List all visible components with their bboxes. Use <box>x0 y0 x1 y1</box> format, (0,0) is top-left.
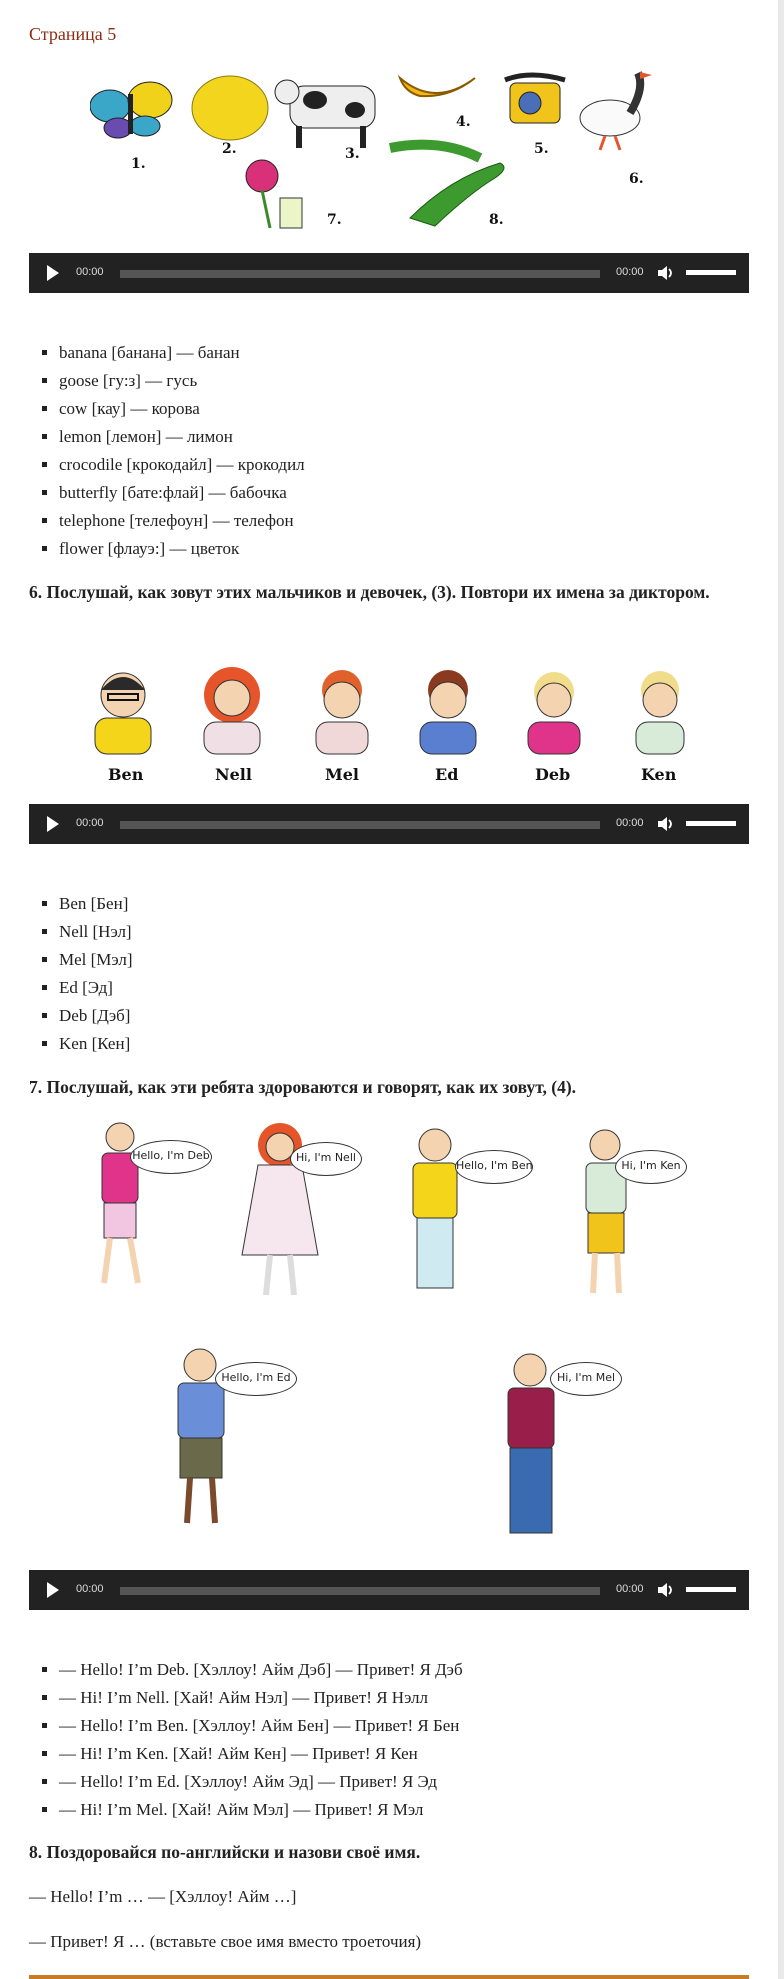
list-item: ▪ — Hi! I’m Mel. [Хай! Айм Мэл] — Привет! Я Мэл <box>59 1796 463 1824</box>
list-item: ▪ crocodile [крокодайл] — крокодил <box>59 451 305 479</box>
volume-slider[interactable] <box>686 1587 736 1592</box>
duration: 00:00 <box>616 817 644 829</box>
volume-slider[interactable] <box>686 270 736 275</box>
duration: 00:00 <box>616 266 644 278</box>
butterfly-picture <box>90 82 172 138</box>
kid-ken <box>636 671 684 754</box>
audio-player <box>29 253 749 293</box>
lemon-picture <box>192 76 268 140</box>
task8-heading: 8. Поздоровайся по-английски и назови своё имя. <box>29 1842 421 1862</box>
current-time: 00:00 <box>76 817 104 829</box>
vocabulary-pictures <box>90 68 690 238</box>
kid-mel <box>316 670 368 754</box>
person-deb <box>102 1123 138 1283</box>
person-mel <box>508 1354 554 1533</box>
speech-bubble: Hello, I'm Ed <box>215 1362 297 1396</box>
current-time: 00:00 <box>76 1583 104 1595</box>
picture-number: 3. <box>345 146 360 162</box>
kid-ben <box>95 673 151 754</box>
kids-greeting-illustration <box>80 1115 720 1555</box>
names-list <box>29 890 133 1058</box>
play-icon[interactable] <box>47 1582 59 1598</box>
task6-heading: 6. Послушай, как зовут этих мальчиков и девочек, (3). Повтори их имена за диктором. <box>29 582 710 602</box>
kid-name: Mel <box>325 765 359 784</box>
audio-player <box>29 1570 749 1610</box>
volume-icon[interactable] <box>657 264 675 282</box>
picture-number: 2. <box>222 141 237 157</box>
picture-number: 5. <box>534 141 549 157</box>
speech-bubble: Hi, I'm Nell <box>290 1142 362 1176</box>
picture-number: 4. <box>456 114 471 130</box>
kid-name: Ben <box>108 765 144 784</box>
telephone-picture <box>505 75 565 123</box>
page-link[interactable]: Страница 5 <box>29 24 117 44</box>
progress-track[interactable] <box>120 821 600 829</box>
volume-icon[interactable] <box>657 1581 675 1599</box>
vocabulary-list <box>29 339 305 563</box>
list-item: ▪ cow [кау] — корова <box>59 395 305 423</box>
list-item: ▪ — Hello! I’m Deb. [Хэллоу! Айм Дэб] — Привет! Я Дэб <box>59 1656 463 1684</box>
crocodile-picture <box>390 145 504 226</box>
progress-track[interactable] <box>120 1587 600 1595</box>
kids-portraits <box>80 660 710 760</box>
picture-number: 8. <box>489 212 504 228</box>
picture-number: 1. <box>131 156 146 172</box>
list-item: ▪ Mel [Мэл] <box>59 946 133 974</box>
picture-number: 6. <box>629 171 644 187</box>
list-item: ▪ lemon [лемон] — лимон <box>59 423 305 451</box>
list-item: ▪ flower [флауэ:] — цветок <box>59 535 305 563</box>
list-item: ▪ butterfly [бате:флай] — бабочка <box>59 479 305 507</box>
greetings-list <box>29 1656 463 1824</box>
speech-bubble: Hi, I'm Ken <box>615 1150 687 1184</box>
speech-bubble: Hello, I'm Ben <box>455 1150 533 1184</box>
task8-line: — Hello! I’m … — [Хэллоу! Айм …] <box>29 1887 297 1906</box>
person-ben <box>413 1129 457 1288</box>
volume-icon[interactable] <box>657 815 675 833</box>
picture-number: 7. <box>327 212 342 228</box>
kid-nell <box>204 667 260 754</box>
volume-slider[interactable] <box>686 821 736 826</box>
list-item: ▪ Ben [Бен] <box>59 890 133 918</box>
kid-name: Nell <box>215 765 252 784</box>
list-item: ▪ goose [гу:з] — гусь <box>59 367 305 395</box>
task7-heading: 7. Послушай, как эти ребята здороваются и говорят, как их зовут, (4). <box>29 1077 577 1097</box>
speech-bubble: Hi, I'm Mel <box>550 1362 622 1396</box>
play-icon[interactable] <box>47 816 59 832</box>
person-ken <box>586 1130 626 1293</box>
banana-picture <box>400 78 475 96</box>
list-item: ▪ Ken [Кен] <box>59 1030 133 1058</box>
footer-divider <box>29 1975 749 1979</box>
task8-line: — Привет! Я … (вставьте свое имя вместо троеточия) <box>29 1932 422 1951</box>
flower-picture <box>246 160 302 228</box>
list-item: ▪ — Hello! I’m Ben. [Хэллоу! Айм Бен] — Привет! Я Бен <box>59 1712 463 1740</box>
duration: 00:00 <box>616 1583 644 1595</box>
list-item: ▪ telephone [телефоун] — телефон <box>59 507 305 535</box>
list-item: ▪ Ed [Эд] <box>59 974 133 1002</box>
play-icon[interactable] <box>47 265 59 281</box>
list-item: ▪ Deb [Дэб] <box>59 1002 133 1030</box>
list-item: ▪ — Hi! I’m Ken. [Хай! Айм Кен] — Привет! Я Кен <box>59 1740 463 1768</box>
list-item: ▪ — Hi! I’m Nell. [Хай! Айм Нэл] — Привет! Я Нэлл <box>59 1684 463 1712</box>
cow-picture <box>275 80 375 148</box>
right-border <box>778 0 784 1979</box>
kid-deb <box>528 672 580 754</box>
kid-ed <box>420 670 476 754</box>
kid-name: Deb <box>535 765 571 784</box>
kid-name: Ed <box>435 765 459 784</box>
list-item: ▪ banana [банана] — банан <box>59 339 305 367</box>
current-time: 00:00 <box>76 266 104 278</box>
audio-player <box>29 804 749 844</box>
goose-picture <box>580 72 652 150</box>
kid-name: Ken <box>641 765 677 784</box>
speech-bubble: Hello, I'm Deb <box>130 1140 212 1174</box>
progress-track[interactable] <box>120 270 600 278</box>
list-item: ▪ Nell [Нэл] <box>59 918 133 946</box>
list-item: ▪ — Hello! I’m Ed. [Хэллоу! Айм Эд] — Привет! Я Эд <box>59 1768 463 1796</box>
